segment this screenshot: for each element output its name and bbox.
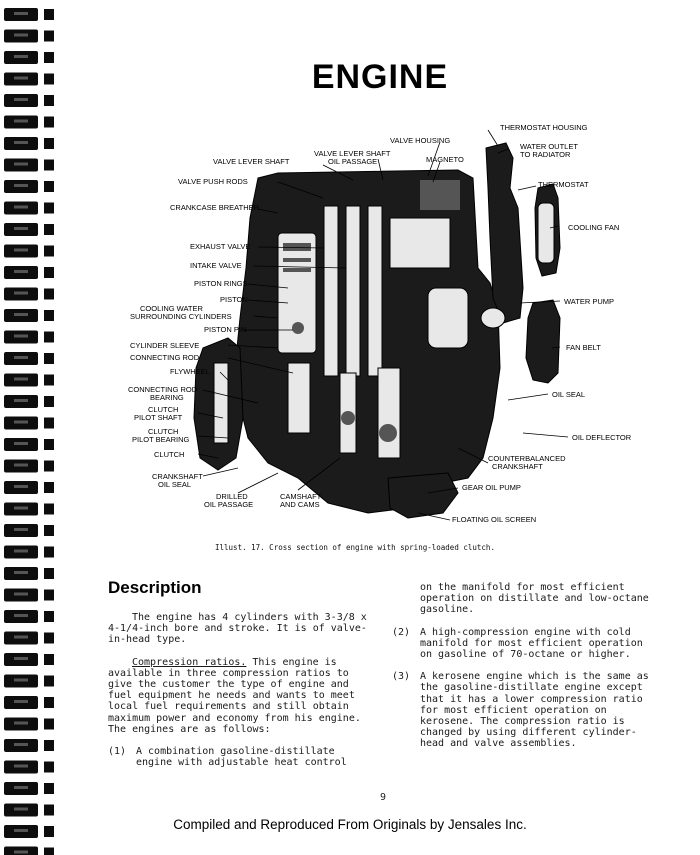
text-column-left (108, 612, 376, 768)
paragraph-compression-ratios (108, 657, 376, 735)
binding-ring (4, 352, 54, 365)
binding-ring (4, 202, 54, 215)
label-valve-lever-shaft-oil-passage-1: VALVE LEVER SHAFT (314, 149, 391, 158)
label-cooling-water-2: SURROUNDING CYLINDERS (130, 312, 232, 321)
binding-ring (4, 137, 54, 150)
engine-cross-section-figure (128, 118, 668, 530)
label-thermostat-housing: THERMOSTAT HOUSING (500, 123, 588, 132)
description-heading: Description (108, 578, 202, 597)
binding-ring (4, 266, 54, 279)
binding-ring (4, 309, 54, 322)
binding-ring (4, 761, 54, 774)
binding-ring (4, 632, 54, 645)
label-drilled-oil-passage-2: OIL PASSAGE (204, 500, 254, 509)
label-piston-pin: PISTON PIN (204, 325, 247, 334)
label-exhaust-valve: EXHAUST VALVE (190, 242, 251, 251)
binding-ring (4, 589, 54, 602)
label-drilled-oil-passage-1: DRILLED (216, 492, 248, 501)
text-column-right (392, 582, 660, 750)
compression-ratios-body: This engine is available in three compression ratios to give the customer the type of engine and fuel equipment he needs and wants to meet local fuel requirements and still obtain maximum power and economy from his engine. The engines are as follows: (108, 656, 361, 735)
list-item-1 (108, 746, 376, 768)
label-valve-lever-shaft-oil-passage-2: OIL PASSAGE (328, 157, 378, 166)
binding-ring (4, 245, 54, 258)
label-thermostat: THERMOSTAT (538, 180, 589, 189)
label-valve-housing: VALVE HOUSING (390, 136, 451, 145)
label-crankcase-breather: CRANKCASE BREATHER (170, 203, 260, 212)
label-camshaft-cams-2: AND CAMS (280, 500, 320, 509)
label-flywheel: FLYWHEEL (170, 367, 210, 376)
label-oil-deflector: OIL DEFLECTOR (572, 433, 632, 442)
list-item-2-text: A high-compression engine with cold manifold for most efficient operation on gasoline of 70-octane or higher. (420, 626, 643, 661)
label-clutch: CLUTCH (154, 450, 185, 459)
label-fan-belt: FAN BELT (566, 343, 601, 352)
list-item-3 (392, 671, 660, 749)
binding-ring (4, 460, 54, 473)
label-crankshaft-oil-seal-1: CRANKSHAFT (152, 472, 203, 481)
label-clutch-pilot-bearing-2: PILOT BEARING (132, 435, 190, 444)
label-connecting-rod: CONNECTING ROD (130, 353, 200, 362)
spiral-binding (0, 0, 70, 855)
binding-ring (4, 417, 54, 430)
binding-ring (4, 804, 54, 817)
label-camshaft-cams-1: CAMSHAFT (280, 492, 322, 501)
label-piston-rings: PISTON RINGS (194, 279, 248, 288)
label-clutch-pilot-shaft-2: PILOT SHAFT (134, 413, 183, 422)
binding-ring (4, 30, 54, 43)
label-water-outlet-1: WATER OUTLET (520, 142, 578, 151)
binding-ring (4, 94, 54, 107)
list-item-1-continued: on the manifold for most efficient operation on distillate and low-octane gasoline. (420, 582, 649, 616)
binding-ring (4, 503, 54, 516)
label-crankshaft-oil-seal-2: OIL SEAL (158, 480, 192, 489)
label-intake-valve: INTAKE VALVE (190, 261, 242, 270)
label-connecting-rod-bearing-2: BEARING (150, 393, 184, 402)
label-water-outlet-2: TO RADIATOR (520, 150, 571, 159)
label-clutch-pilot-bearing-1: CLUTCH (148, 427, 179, 436)
label-magneto: MAGNETO (426, 155, 464, 164)
label-gear-oil-pump: GEAR OIL PUMP (462, 483, 521, 492)
label-valve-lever-shaft: VALVE LEVER SHAFT (213, 157, 290, 166)
binding-ring (4, 51, 54, 64)
list-item-2-number: (2) (392, 626, 411, 638)
label-piston: PISTON (220, 295, 248, 304)
list-item-2 (392, 627, 660, 661)
binding-ring (4, 116, 54, 129)
list-item-3-number: (3) (392, 671, 411, 683)
label-cooling-fan: COOLING FAN (568, 223, 620, 232)
label-oil-seal-right: OIL SEAL (552, 390, 586, 399)
binding-ring (4, 331, 54, 344)
paragraph-engine-overview: The engine has 4 cylinders with 3-3/8 x 4-1/4-inch bore and stroke. It is of valve-in-head type. (108, 612, 367, 646)
binding-ring (4, 288, 54, 301)
list-item-1-number: (1) (108, 746, 127, 758)
label-connecting-rod-bearing-1: CONNECTING ROD (128, 385, 198, 394)
label-clutch-pilot-shaft-1: CLUTCH (148, 405, 179, 414)
list-item-3-text: A kerosene engine which is the same as the gasoline-distillate engine except that it has a lower compression ratio for most efficient operation on kerosene. The compression ratio is changed by using different cylinder-head and valve assemblies. (420, 671, 649, 750)
compression-ratios-lead: Compression ratios. (132, 656, 247, 668)
binding-ring (4, 675, 54, 688)
figure-caption: Illust. 17. Cross section of engine with spring-loaded clutch. (215, 543, 495, 552)
binding-ring (4, 610, 54, 623)
label-counterbalanced-crankshaft-1: COUNTERBALANCED (488, 454, 566, 463)
label-counterbalanced-crankshaft-2: CRANKSHAFT (492, 462, 543, 471)
list-item-1-text: A combination gasoline-distillate engine with adjustable heat control (136, 746, 347, 769)
page-number: 9 (380, 792, 387, 803)
label-floating-oil-screen: FLOATING OIL SCREEN (452, 515, 537, 524)
binding-ring (4, 847, 54, 855)
binding-ring (4, 180, 54, 193)
binding-ring (4, 696, 54, 709)
label-valve-push-rods: VALVE PUSH RODS (178, 177, 248, 186)
binding-ring (4, 223, 54, 236)
binding-ring (4, 374, 54, 387)
label-cylinder-sleeve: CYLINDER SLEEVE (130, 341, 200, 350)
binding-ring (4, 739, 54, 752)
binding-ring (4, 546, 54, 559)
binding-ring (4, 395, 54, 408)
page-title: ENGINE (311, 58, 449, 96)
binding-ring (4, 438, 54, 451)
binding-ring (4, 8, 54, 21)
binding-ring (4, 73, 54, 86)
label-water-pump: WATER PUMP (564, 297, 614, 306)
binding-ring (4, 653, 54, 666)
footer-credit: Compiled and Reproduced From Originals by Jensales Inc. (173, 817, 527, 832)
binding-ring (4, 718, 54, 731)
binding-ring (4, 159, 54, 172)
label-cooling-water-1: COOLING WATER (140, 304, 203, 313)
binding-ring (4, 524, 54, 537)
binding-ring (4, 782, 54, 795)
binding-ring (4, 481, 54, 494)
binding-ring (4, 567, 54, 580)
